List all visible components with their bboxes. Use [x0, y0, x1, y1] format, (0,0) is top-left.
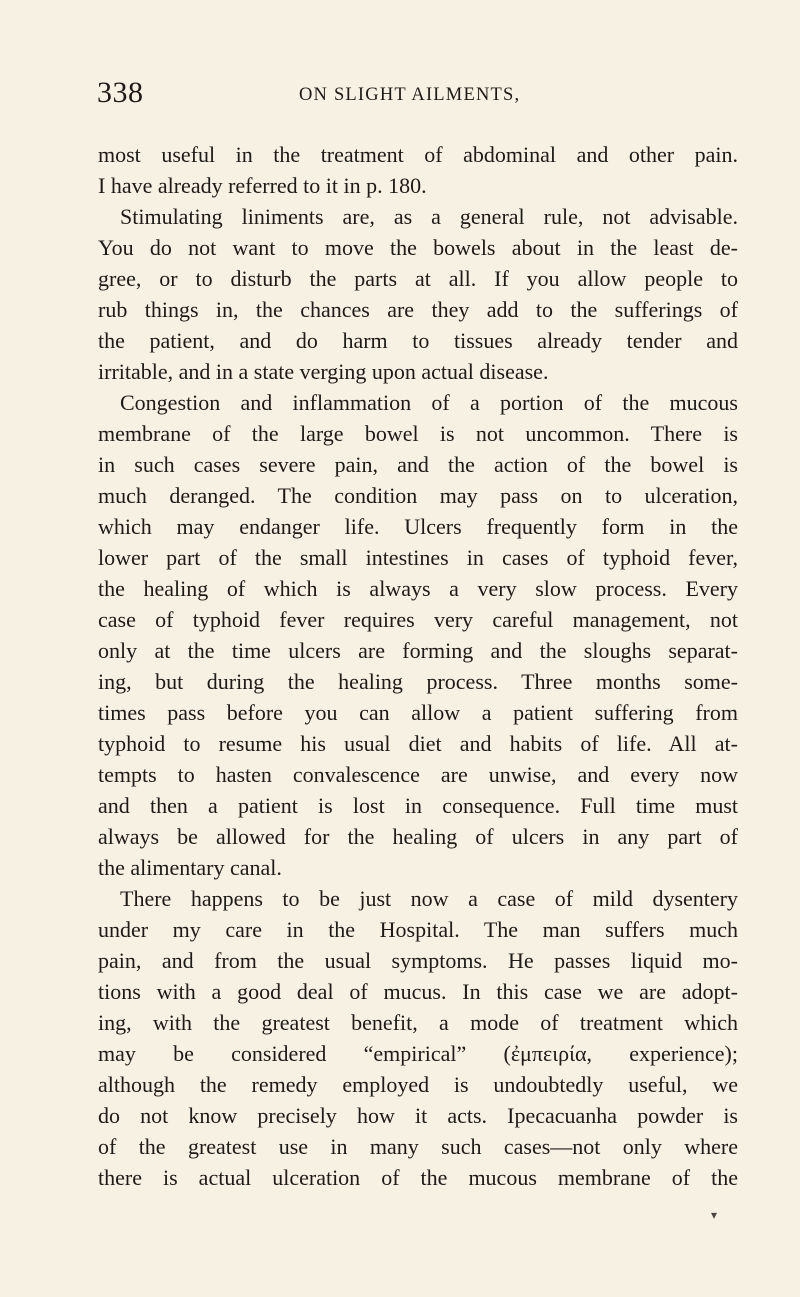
printer-mark: ▾: [711, 1208, 718, 1222]
text-line: gree, or to disturb the parts at all. If you allow people to: [98, 266, 738, 291]
text-line: typhoid to resume his usual diet and habits of life. All at-: [98, 731, 738, 756]
text-line: case of typhoid fever requires very careful management, not: [98, 607, 738, 632]
page-number: 338: [97, 76, 144, 109]
text-line: There happens to be just now a case of mild dysentery: [120, 886, 738, 911]
text-line: in such cases severe pain, and the action of the bowel is: [98, 452, 738, 477]
text-line: Congestion and inflammation of a portion of the mucous: [120, 390, 738, 415]
running-header: [97, 76, 737, 116]
text-line: tempts to hasten convalescence are unwise, and every now: [98, 762, 738, 787]
text-line: rub things in, the chances are they add to the sufferings of: [98, 297, 738, 322]
body-text: [98, 139, 738, 1193]
text-line: lower part of the small intestines in cases of typhoid fever,: [98, 545, 738, 570]
text-line: do not know precisely how it acts. Ipecacuanha powder is: [98, 1103, 738, 1128]
text-line: the patient, and do harm to tissues already tender and: [98, 328, 738, 353]
text-line: although the remedy employed is undoubtedly useful, we: [98, 1072, 738, 1097]
text-line: tions with a good deal of mucus. In this case we are adopt-: [98, 979, 738, 1004]
text-line: membrane of the large bowel is not uncommon. There is: [98, 421, 738, 446]
text-line: may be considered “empirical” (ἐμπειρία, experience);: [98, 1041, 738, 1066]
text-line: always be allowed for the healing of ulcers in any part of: [98, 824, 738, 849]
text-line: which may endanger life. Ulcers frequently form in the: [98, 514, 738, 539]
text-line: only at the time ulcers are forming and the sloughs separat-: [98, 638, 738, 663]
text-line: there is actual ulceration of the mucous membrane of the: [98, 1165, 738, 1190]
text-line: ing, but during the healing process. Three months some-: [98, 669, 738, 694]
text-line: times pass before you can allow a patient suffering from: [98, 700, 738, 725]
running-title: ON SLIGHT AILMENTS,: [299, 85, 521, 105]
text-line: pain, and from the usual symptoms. He passes liquid mo-: [98, 948, 738, 973]
text-line: and then a patient is lost in consequence. Full time must: [98, 793, 738, 818]
text-line: irritable, and in a state verging upon actual disease.: [98, 359, 549, 384]
text-line: much deranged. The condition may pass on to ulceration,: [98, 483, 738, 508]
text-line: the healing of which is always a very slow process. Every: [98, 576, 738, 601]
text-line: You do not want to move the bowels about in the least de-: [98, 235, 738, 260]
text-line: the alimentary canal.: [98, 855, 282, 880]
text-line: most useful in the treatment of abdominal and other pain.: [98, 142, 738, 167]
text-line: under my care in the Hospital. The man suffers much: [98, 917, 738, 942]
text-line: Stimulating liniments are, as a general rule, not advisable.: [120, 204, 738, 229]
text-line: I have already referred to it in p. 180.: [98, 173, 427, 198]
text-line: ing, with the greatest benefit, a mode of treatment which: [98, 1010, 738, 1035]
text-line: of the greatest use in many such cases—not only where: [98, 1134, 738, 1159]
